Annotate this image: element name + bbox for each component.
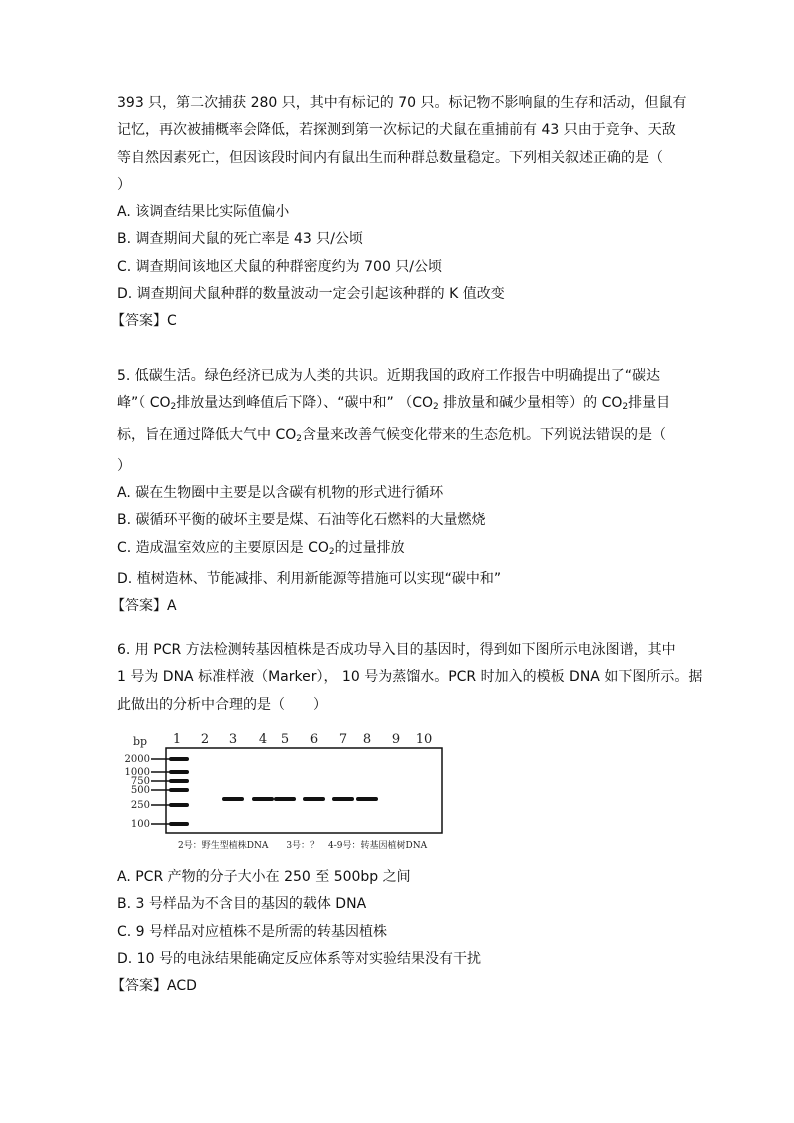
marker-size-label: 250 [130,800,150,811]
marker-size-label: 500 [130,785,150,796]
option-d: D. 调查期间犬鼠种群的数量波动一定会引起该种群的 K 值改变 [117,286,505,303]
option-a: A. 碳在生物圈中主要是以含碳有机物的形式进行循环 [117,485,444,502]
question-6-options [111,864,687,1000]
marker-band [169,803,189,807]
lane-label: 10 [415,732,433,747]
question-text: 此做出的分析中合理的是（ ） [117,696,327,713]
question-text: ） [117,176,131,193]
marker-size-label: 100 [130,819,150,830]
marker-size-label: 2000 [124,754,150,765]
question-text: 标，旨在通过降低大气中 $CO_2$含量来改善气候变化带来的生态危机。下列说法错误的是（ [117,426,666,444]
sample-band [356,797,378,801]
sample-band [332,797,354,801]
question-text: ） [117,457,131,474]
gel-electrophoresis-figure [120,725,450,860]
marker-band [169,779,189,783]
option-d: D. 植树造林、节能减排、利用新能源等措施可以实现“碳中和” [117,571,502,588]
question-text: 等自然因素死亡，但因该段时间内有鼠出生而种群总数量稳定。下列相关叙述正确的是（ [117,149,663,166]
marker-band [169,822,189,826]
lane-label: 4 [258,732,268,747]
question-text: 峰”（ $CO_2$排放量达到峰值后下降）、“碳中和” （$CO_2$ 排放量和碱少量相等）的 $CO_2$排量目 [117,395,671,413]
question-4 [111,90,687,336]
question-text: 5. 低碳生活。绿色经济已成为人类的共识。近期我国的政府工作报告中明确提出了“碳达 [117,368,661,384]
figure-caption: 2号：野生型植株DNA 3号：？ 4-9号：转基因植树DNA [178,841,428,851]
unit-label: bp [133,735,148,748]
lane-label: 9 [391,732,401,747]
marker-band [169,788,189,792]
question-text: 393 只，第二次捕获 280 只，其中有标记的 70 只。标记物不影响鼠的生存和活动，但鼠有 [117,95,687,111]
option-a: A. PCR 产物的分子大小在 250 至 500bp 之间 [117,869,411,885]
answer: 【答案】A [111,598,177,615]
lane-label: 6 [309,732,319,747]
question-5 [111,363,687,621]
option-c: C. 造成温室效应的主要原因是 $CO_2$的过量排放 [117,539,405,557]
option-b: B. 碳循环平衡的破坏主要是煤、石油等化石燃料的大量燃烧 [117,512,486,529]
question-text: 1 号为 DNA 标准样液（Marker）， 10 号为蒸馏水。PCR 时加入的模板 DNA 如下图所示。据 [117,669,703,686]
answer: 【答案】ACD [111,978,197,995]
lane-label: 2 [200,732,210,747]
option-d: D. 10 号的电泳结果能确定反应体系等对实验结果没有干扰 [117,950,481,967]
sample-band [274,797,296,801]
marker-band [169,770,189,774]
lane-label: 7 [338,732,348,747]
sample-band [222,797,244,801]
question-text: 记忆，再次被捕概率会降低，若探测到第一次标记的犬鼠在重捕前有 43 只由于竞争、天敌 [117,122,676,139]
option-b: B. 3 号样品为不含目的基因的载体 DNA [117,896,367,913]
lane-label: 5 [280,732,290,747]
answer: 【答案】C [111,313,177,330]
option-a: A. 该调查结果比实际值偏小 [117,204,290,221]
question-text: 6. 用 PCR 方法检测转基因植株是否成功导入目的基因时，得到如下图所示电泳图谱，其中 [117,642,676,658]
lane-label: 1 [172,732,182,747]
sample-band [303,797,325,801]
option-b: B. 调查期间犬鼠的死亡率是 43 只/公顷 [117,231,363,248]
gel-frame [166,748,442,833]
lane-label: 3 [228,732,238,747]
lane-label: 8 [362,732,372,747]
marker-size-label: 1000 [124,767,150,778]
option-c: C. 9 号样品对应植株不是所需的转基因植株 [117,923,388,940]
marker-band [169,757,189,761]
sample-band [252,797,274,801]
question-6 [117,637,703,719]
option-c: C. 调查期间该地区犬鼠的种群密度约为 700 只/公顷 [117,258,443,275]
marker-size-label: 750 [130,776,150,787]
